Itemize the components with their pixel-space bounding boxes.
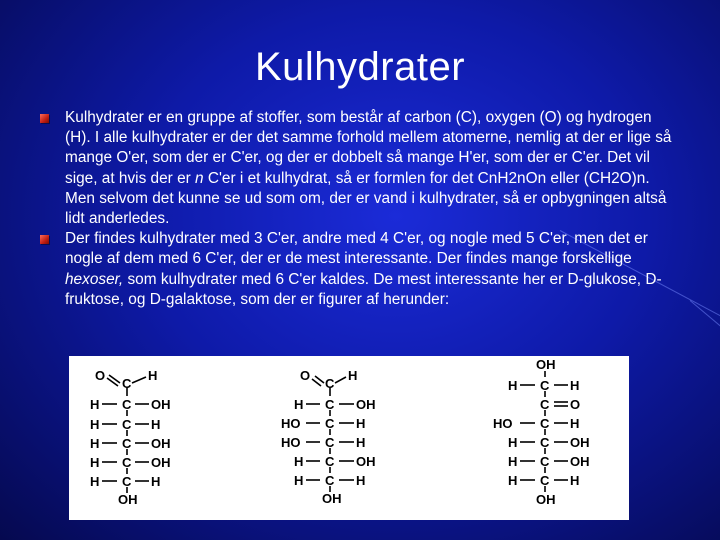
atom-label: H bbox=[570, 473, 580, 488]
bullet-square-icon bbox=[40, 235, 49, 244]
atom-label: H bbox=[90, 417, 100, 432]
atom-label: H bbox=[294, 454, 304, 469]
atom-label: OH bbox=[118, 492, 138, 507]
atom-label: C bbox=[540, 378, 550, 393]
bullet-text: Der findes kulhydrater med 3 C'er, andre med 4 C'er, og nogle med 5 C'er, men det er nogle af dem med 6 C'er, der er de mest interessante. Der findes mange forskellige hexoser, som kulhydrater med 6 C'er kaldes. De mest interessante her er D-glukose, D-fruktose, og D-galaktose, som der er figurer af herunder: bbox=[65, 230, 662, 308]
structure-second-hexose bbox=[281, 368, 376, 506]
bullet-list bbox=[40, 108, 680, 310]
atom-label: H bbox=[90, 455, 100, 470]
atom-label: OH bbox=[536, 492, 556, 507]
atom-label: C bbox=[540, 473, 550, 488]
atom-label: H bbox=[348, 368, 358, 383]
atom-label: O bbox=[300, 368, 311, 383]
atom-label: H bbox=[151, 417, 161, 432]
atom-label: C bbox=[325, 435, 335, 450]
atom-label: H bbox=[508, 435, 518, 450]
bullet-item bbox=[40, 108, 680, 229]
atom-label: C bbox=[325, 454, 335, 469]
atom-label: C bbox=[325, 473, 335, 488]
atom-label: C bbox=[540, 416, 550, 431]
structural-formulas bbox=[69, 356, 629, 520]
atom-label: HO bbox=[281, 435, 301, 450]
atom-label: C bbox=[122, 474, 132, 489]
atom-label: OH bbox=[356, 454, 376, 469]
atom-label: H bbox=[508, 454, 518, 469]
atom-label: H bbox=[508, 378, 518, 393]
structure-glucose bbox=[90, 368, 171, 507]
atom-label: H bbox=[151, 474, 161, 489]
atom-label: H bbox=[356, 473, 366, 488]
bullet-text: Kulhydrater er en gruppe af stoffer, som består af carbon (C), oxygen (O) og hydrogen (H). I alle kulhydrater er der det samme forhold mellem atomerne, nemlig at der er lige så mange O'er, som der er C'er, og der er dobbelt så mange H'er, som der er C'er. Det vil sige, at hvis der er n C'er i et kulhydrat, så er formlen for det CnH2nOn eller (CH2O)n. Men selvom det kunne se ud som om, der er vand i kulhydrater, så er opbygningen altså lidt anderledes. bbox=[65, 109, 672, 228]
atom-label: H bbox=[570, 378, 580, 393]
atom-label: H bbox=[294, 473, 304, 488]
atom-label: H bbox=[570, 416, 580, 431]
atom-label: OH bbox=[356, 397, 376, 412]
atom-label: C bbox=[325, 416, 335, 431]
bullet-square-icon bbox=[40, 114, 49, 123]
atom-label: H bbox=[148, 368, 158, 383]
atom-label: H bbox=[508, 473, 518, 488]
atom-label: HO bbox=[281, 416, 301, 431]
atom-label: H bbox=[90, 474, 100, 489]
atom-label: C bbox=[540, 397, 550, 412]
atom-label: O bbox=[95, 368, 106, 383]
atom-label: C bbox=[122, 455, 132, 470]
atom-label: HO bbox=[493, 416, 513, 431]
atom-label: C bbox=[122, 397, 132, 412]
atom-label: H bbox=[294, 397, 304, 412]
atom-label: OH bbox=[536, 357, 556, 372]
atom-label: OH bbox=[322, 491, 342, 506]
atom-label: C bbox=[122, 436, 132, 451]
atom-label: H bbox=[90, 436, 100, 451]
atom-label: OH bbox=[151, 455, 171, 470]
atom-label: C bbox=[122, 376, 132, 391]
atom-label: C bbox=[540, 454, 550, 469]
atom-label: OH bbox=[151, 397, 171, 412]
bullet-item bbox=[40, 229, 680, 310]
atom-label: C bbox=[325, 397, 335, 412]
atom-label: C bbox=[122, 417, 132, 432]
atom-label: OH bbox=[570, 435, 590, 450]
structure-figure-panel bbox=[69, 356, 629, 520]
atom-label: C bbox=[325, 376, 335, 391]
atom-label: H bbox=[90, 397, 100, 412]
slide-title: Kulhydrater bbox=[254, 45, 466, 89]
structure-fructose bbox=[493, 357, 590, 507]
atom-label: H bbox=[356, 435, 366, 450]
atom-label: OH bbox=[570, 454, 590, 469]
atom-label: C bbox=[540, 435, 550, 450]
atom-label: H bbox=[356, 416, 366, 431]
atom-label: O bbox=[570, 397, 581, 412]
atom-label: OH bbox=[151, 436, 171, 451]
